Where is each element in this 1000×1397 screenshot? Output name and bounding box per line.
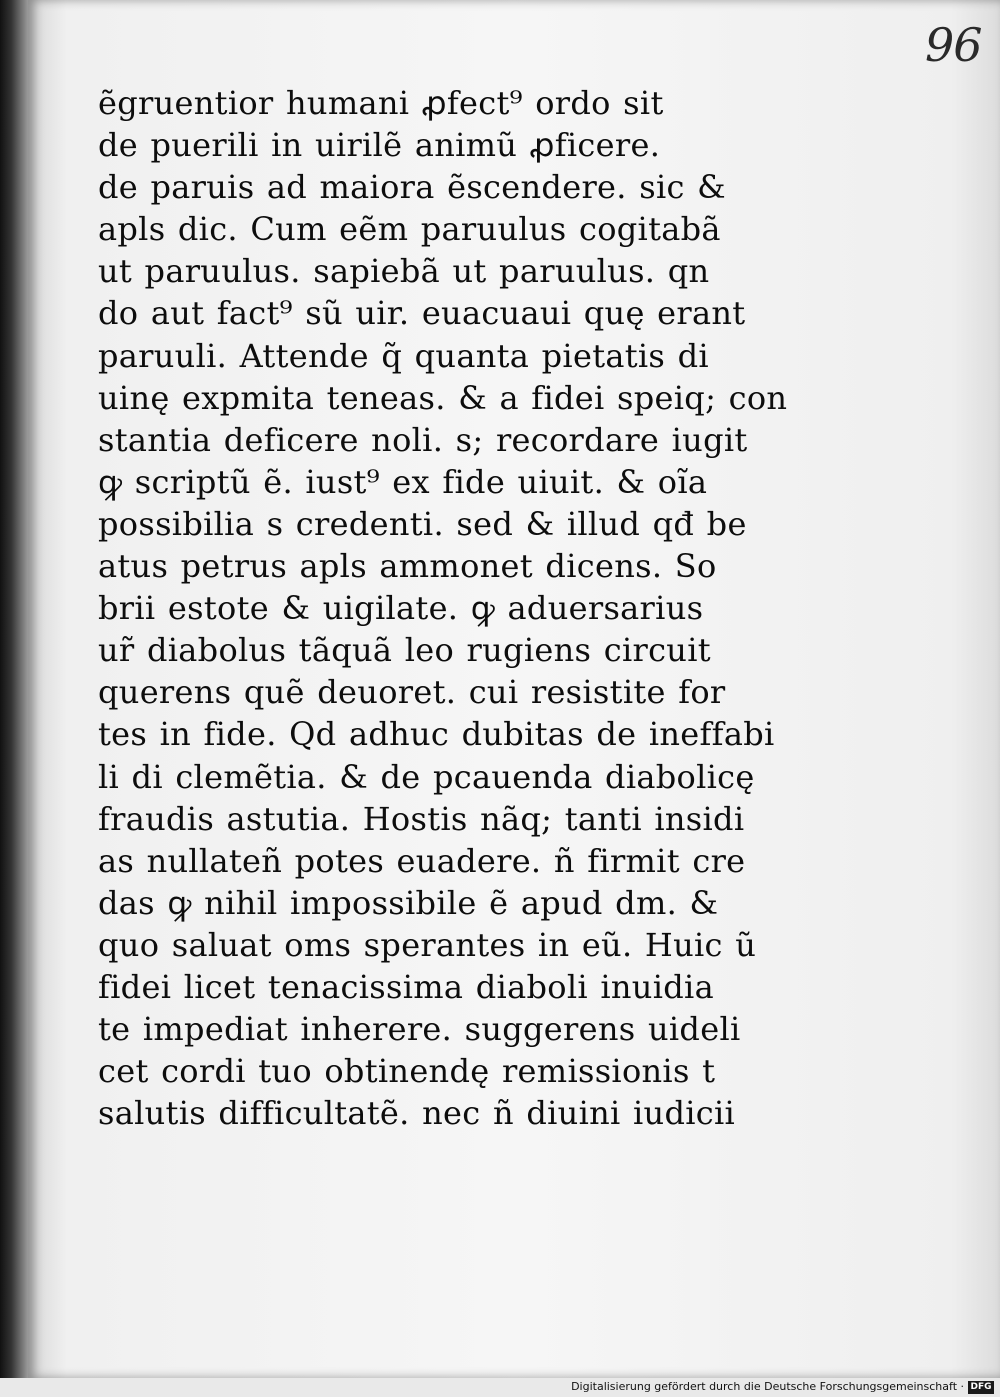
- manuscript-line: do aut fact⁹ sũ uir. euacuaui quę erant: [98, 294, 746, 333]
- manuscript-line: querens quẽ deuoret. cui resistite for: [98, 673, 726, 712]
- footer-bar: [0, 1378, 1000, 1397]
- funding-notice: Digitalisierung gefördert durch die Deutsche Forschungsgemeinschaft ·: [571, 1380, 964, 1393]
- manuscript-line: apls dic. Cum eẽm paruulus cogitabã: [98, 210, 721, 249]
- manuscript-line: fraudis astutia. Hostis nãq; tanti insidi: [98, 799, 745, 838]
- manuscript-line: das ꝙ nihil impossibile ẽ apud dm. &: [98, 883, 719, 922]
- manuscript-line: de puerili in uirilẽ animũ ꝓficere.: [98, 126, 661, 165]
- manuscript-line: ut paruulus. sapiebã ut paruulus. qn: [98, 252, 710, 291]
- manuscript-line: salutis difficultatẽ. nec ñ diuini iudicii: [98, 1094, 736, 1133]
- manuscript-line: fidei licet tenacissima diaboli inuidia: [98, 967, 714, 1006]
- manuscript-text-block: [98, 82, 798, 1134]
- manuscript-line: te impediat inherere. suggerens uideli: [98, 1010, 741, 1049]
- manuscript-line: stantia deficere noli. s; recordare iugit: [98, 420, 748, 459]
- manuscript-line: uinę expmita teneas. & a fidei speiq; con: [98, 378, 788, 417]
- manuscript-line: paruuli. Attende q̃ quanta pietatis di: [98, 336, 709, 375]
- manuscript-line: as nullateñ potes euadere. ñ firmit cre: [98, 841, 746, 880]
- manuscript-line: ẽgruentior humani ꝓfect⁹ ordo sit: [98, 84, 664, 122]
- manuscript-line: tes in fide. Qd adhuc dubitas de ineffabi: [98, 715, 775, 754]
- manuscript-line: atus petrus apls ammonet dicens. So: [98, 547, 717, 586]
- manuscript-line: de paruis ad maiora ẽscendere. sic &: [98, 168, 726, 207]
- manuscript-line: li di clemẽtia. & de pcauenda diabolicę: [98, 757, 755, 796]
- dfg-logo: DFG: [968, 1381, 994, 1394]
- manuscript-line: cet cordi tuo obtinendę remissionis t: [98, 1052, 716, 1091]
- manuscript-line: brii estote & uigilate. ꝙ aduersarius: [98, 589, 704, 628]
- manuscript-line: ur̃ diabolus tãquã leo rugiens circuit: [98, 631, 711, 670]
- binding-edge: [0, 0, 28, 1378]
- folio-number: 96: [925, 18, 982, 72]
- manuscript-line: ꝙ scriptũ ẽ. iust⁹ ex fide uiuit. & oĩa: [98, 462, 708, 501]
- manuscript-line: possibilia s credenti. sed & illud qđ be: [98, 504, 747, 543]
- manuscript-line: quo saluat oms sperantes in eũ. Huic ũ: [98, 925, 757, 964]
